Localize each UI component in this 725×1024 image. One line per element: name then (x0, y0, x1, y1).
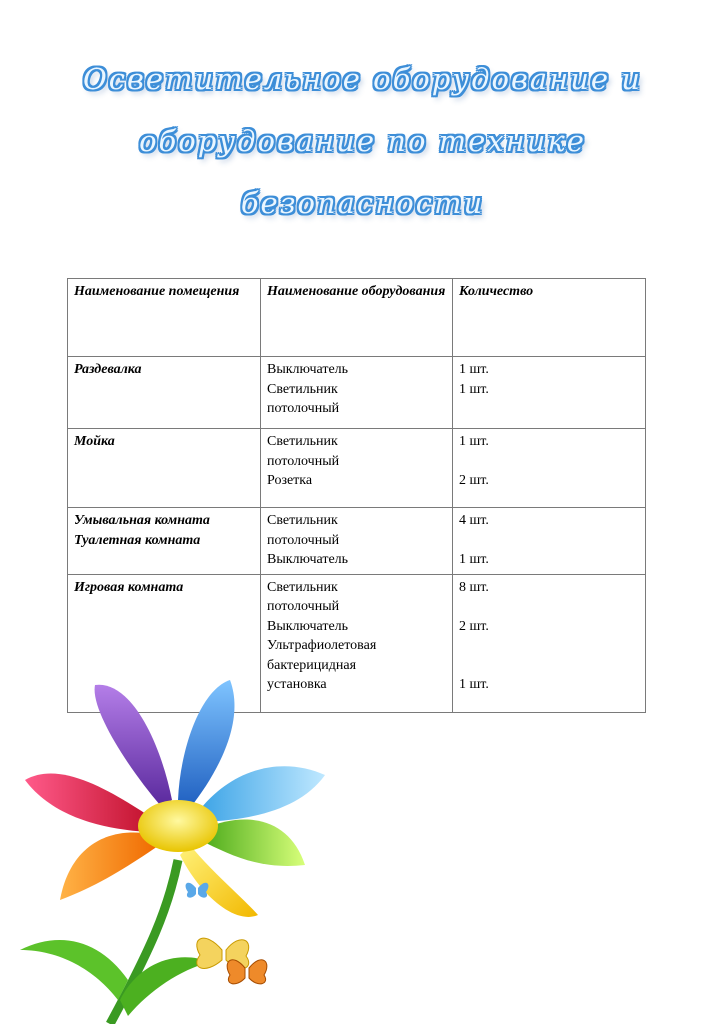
quantity-line: 1 шт. (459, 362, 489, 377)
equipment-cell (261, 429, 453, 508)
petal-lightblue (198, 766, 325, 822)
equipment-line: Светильник (267, 434, 338, 449)
equipment-line: установка (267, 677, 327, 692)
flower-illustration (0, 650, 330, 1024)
room-name: Туалетная комната (74, 532, 201, 548)
table-header-row (68, 279, 646, 357)
table-row (68, 508, 646, 575)
quantity-line: 4 шт. (459, 513, 489, 528)
title-line-1: Осветительное оборудование и (83, 62, 642, 96)
quantity-line (459, 656, 639, 676)
quantity-line: 1 шт. (459, 434, 489, 449)
header-quantity: Количество (453, 279, 646, 357)
equipment-table (67, 278, 646, 713)
table-row (68, 429, 646, 508)
header-equipment: Наименование оборудования (261, 279, 453, 357)
room-name: Раздевалка (74, 362, 142, 377)
quantity-line: 2 шт. (459, 473, 489, 488)
equipment-line: потолочный (267, 532, 340, 548)
equipment-line: Светильник (267, 381, 338, 397)
title-line-3: безопасности (240, 186, 485, 220)
equipment-line: Выключатель (267, 552, 349, 567)
quantity-line: 8 шт. (459, 579, 489, 595)
petal-red (25, 774, 155, 832)
title-line-2: оборудование по технике (139, 124, 586, 158)
quantity-line: 2 шт. (459, 618, 489, 634)
equipment-line: потолочный (267, 453, 340, 469)
flower-center (138, 800, 218, 852)
quantity-cell (453, 574, 646, 712)
equipment-line: бактерицидная (267, 657, 357, 673)
equipment-line: потолочный (267, 401, 340, 416)
equipment-cell (261, 357, 453, 429)
butterfly-blue (186, 883, 209, 898)
room-cell (68, 357, 261, 429)
room-name: Игровая комната (74, 579, 184, 595)
leaf-right (120, 957, 210, 1016)
room-name: Умывальная комната (74, 513, 210, 528)
quantity-line (459, 597, 639, 617)
quantity-line: 1 шт. (459, 381, 489, 397)
quantity-cell (453, 508, 646, 575)
quantity-line (459, 399, 639, 419)
equipment-line: потолочный (267, 599, 340, 614)
quantity-line (459, 636, 639, 656)
equipment-line: Выключатель (267, 362, 349, 377)
petal-purple (95, 685, 172, 805)
room-cell (68, 429, 261, 508)
quantity-cell (453, 357, 646, 429)
room-name: Мойка (74, 434, 115, 449)
quantity-line (459, 452, 639, 472)
table-row (68, 357, 646, 429)
header-room: Наименование помещения (68, 279, 261, 357)
quantity-line: 1 шт. (459, 552, 489, 567)
page-title (0, 48, 725, 234)
room-cell (68, 508, 261, 575)
equipment-line: Светильник (267, 579, 338, 595)
equipment-line: Розетка (267, 473, 313, 488)
equipment-line: Светильник (267, 513, 338, 528)
quantity-line: 1 шт. (459, 677, 489, 692)
petal-orange (60, 833, 158, 900)
quantity-cell (453, 429, 646, 508)
equipment-line: Выключатель (267, 618, 349, 634)
equipment-cell (261, 508, 453, 575)
equipment-line: Ультрафиолетовая (267, 638, 377, 653)
quantity-line (459, 531, 639, 551)
leaf-left (20, 940, 128, 1000)
